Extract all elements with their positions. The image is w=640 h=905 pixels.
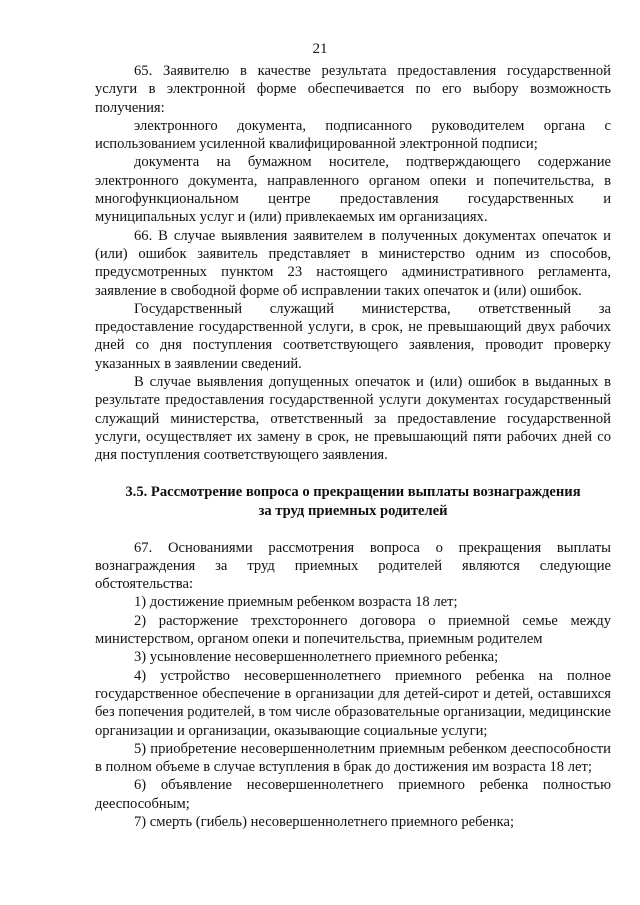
paragraph-65-option-paper: документа на бумажном носителе, подтверждающего содержание электронного документа, направленного органом опеки и попечительства, в многофункциональном центре предоставления государственных и муниципальных услуг и (или) привлекаемых им организациях.	[95, 154, 611, 226]
list-item-5: 5) приобретение несовершеннолетним приемным ребенком дееспособности в полном объеме в случае вступления в брак до достижения им возраста 18 лет;	[95, 740, 611, 776]
paragraph-65-option-electronic: электронного документа, подписанного руководителем органа с использованием усиленной квалифицированной электронной подписи;	[95, 117, 611, 153]
section-heading-line-2: за труд приемных родителей	[258, 502, 448, 519]
paragraph-66-replacement: В случае выявления допущенных опечаток и (или) ошибок в выданных в результате предоставления государственной услуги документах государственный служащий министерства, ответственный за предоставление государственной услуги, осуществляет их замену в срок, не превышающий пяти рабочих дней со дня поступления соответствующего заявления.	[95, 374, 611, 464]
document-body	[95, 62, 611, 831]
list-item-7: 7) смерть (гибель) несовершеннолетнего приемного ребенка;	[134, 813, 515, 830]
paragraph-65: 65. Заявителю в качестве результата предоставления государственной услуги в электронной форме обеспечивается по его выбору возможность получения:	[95, 63, 611, 116]
list-item-1: 1) достижение приемным ребенком возраста 18 лет;	[134, 594, 458, 611]
page-number: 21	[312, 41, 328, 57]
list-item-2: 2) расторжение трехстороннего договора о приемной семье между министерством, органом опеки и попечительства, приемным родителем	[95, 612, 611, 648]
section-heading-line-1: 3.5. Рассмотрение вопроса о прекращении выплаты вознаграждения	[125, 483, 581, 500]
list-item-4: 4) устройство несовершеннолетнего приемного ребенка на полное государственное обеспечение в организации для детей-сирот и детей, оставшихся без попечения родителей, в том числе образовательные организации, медицинские организации и организации, оказывающие социальные услуги;	[95, 667, 611, 739]
paragraph-66: 66. В случае выявления заявителем в полученных документах опечаток и (или) ошибок заявитель представляет в министерство одним из способов, предусмотренных пунктом 23 настоящего административного регламента, заявление в свободной форме об исправлении таких опечаток и (или) ошибок.	[95, 227, 611, 299]
list-item-6: 6) объявление несовершеннолетнего приемного ребенка полностью дееспособным;	[95, 777, 611, 812]
paragraph-66-check: Государственный служащий министерства, ответственный за предоставление государственной услуги, в срок, не превышающий двух рабочих дней со дня поступления соответствующего заявления, проводит проверку указанных в заявлении сведений.	[95, 300, 611, 372]
paragraph-67: 67. Основаниями рассмотрения вопроса о прекращения выплаты вознаграждения за труд приемных родителей являются следующие обстоятельства:	[95, 539, 611, 593]
list-item-3: 3) усыновление несовершеннолетнего приемного ребенка;	[134, 649, 499, 666]
section-heading	[95, 483, 611, 521]
